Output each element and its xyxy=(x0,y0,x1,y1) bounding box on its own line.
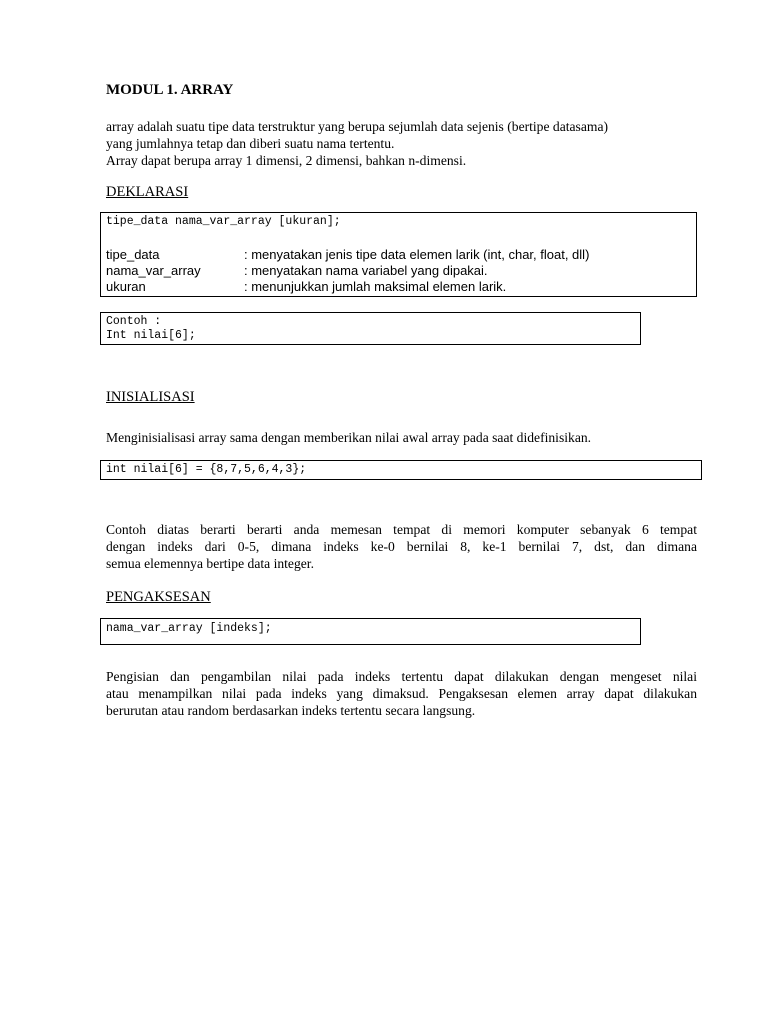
page-title: MODUL 1. ARRAY xyxy=(106,82,234,98)
param-desc: : menyatakan nama variabel yang dipakai. xyxy=(244,263,488,278)
param-row xyxy=(106,263,589,279)
init-code: int nilai[6] = {8,7,5,6,4,3}; xyxy=(106,463,307,476)
param-row xyxy=(106,279,589,295)
param-desc: : menunjukkan jumlah maksimal elemen larik. xyxy=(244,279,507,294)
inisialisasi-text: Menginisialisasi array sama dengan memberikan nilai awal array pada saat didefinisikan. xyxy=(106,430,592,445)
access-line: berurutan atau random berdasarkan indeks tertentu secara langsung. xyxy=(106,703,476,718)
access-line: Pengisian dan pengambilan nilai pada indeks tertentu dapat dilakukan dengan mengeset nilai xyxy=(106,669,697,684)
inisialisasi-heading: INISIALISASI xyxy=(106,389,195,405)
intro-paragraph xyxy=(106,118,608,169)
example-label: Contoh : xyxy=(106,315,162,328)
intro-line: yang jumlahnya tetap dan diberi suatu nama tertentu. xyxy=(106,136,395,151)
intro-line: Array dapat berupa array 1 dimensi, 2 dimensi, bahkan n-dimensi. xyxy=(106,153,467,168)
param-name: tipe_data xyxy=(106,247,160,262)
explanation-line: semua elemennya bertipe data integer. xyxy=(106,556,314,571)
deklarasi-box xyxy=(100,212,697,297)
param-row xyxy=(106,247,589,263)
deklarasi-syntax: tipe_data nama_var_array [ukuran]; xyxy=(106,215,341,228)
explanation-line: Contoh diatas berarti berarti anda memesan tempat di memori komputer sebanyak 6 tempat xyxy=(106,522,697,537)
explanation-paragraph xyxy=(106,521,697,572)
param-name: nama_var_array xyxy=(106,263,201,278)
example-box xyxy=(100,312,641,345)
param-desc: : menyatakan jenis tipe data elemen larik (int, char, float, dll) xyxy=(244,247,590,262)
param-name: ukuran xyxy=(106,279,146,294)
explanation-line: dengan indeks dari 0-5, dimana indeks ke-0 bernilai 8, ke-1 bernilai 7, dst, dan dimana xyxy=(106,539,697,554)
access-code-box xyxy=(100,618,641,645)
access-code: nama_var_array [indeks]; xyxy=(106,622,272,635)
deklarasi-heading: DEKLARASI xyxy=(106,184,189,200)
init-code-box xyxy=(100,460,702,480)
access-line: atau menampilkan nilai pada indeks yang dimaksud. Pengaksesan elemen array dapat dilakukan xyxy=(106,686,697,701)
example-code: Int nilai[6]; xyxy=(106,329,196,342)
param-list xyxy=(106,247,589,295)
intro-line: array adalah suatu tipe data terstruktur yang berupa sejumlah data sejenis (bertipe datasama) xyxy=(106,119,609,134)
access-paragraph xyxy=(106,668,697,719)
pengaksesan-heading: PENGAKSESAN xyxy=(106,589,211,605)
